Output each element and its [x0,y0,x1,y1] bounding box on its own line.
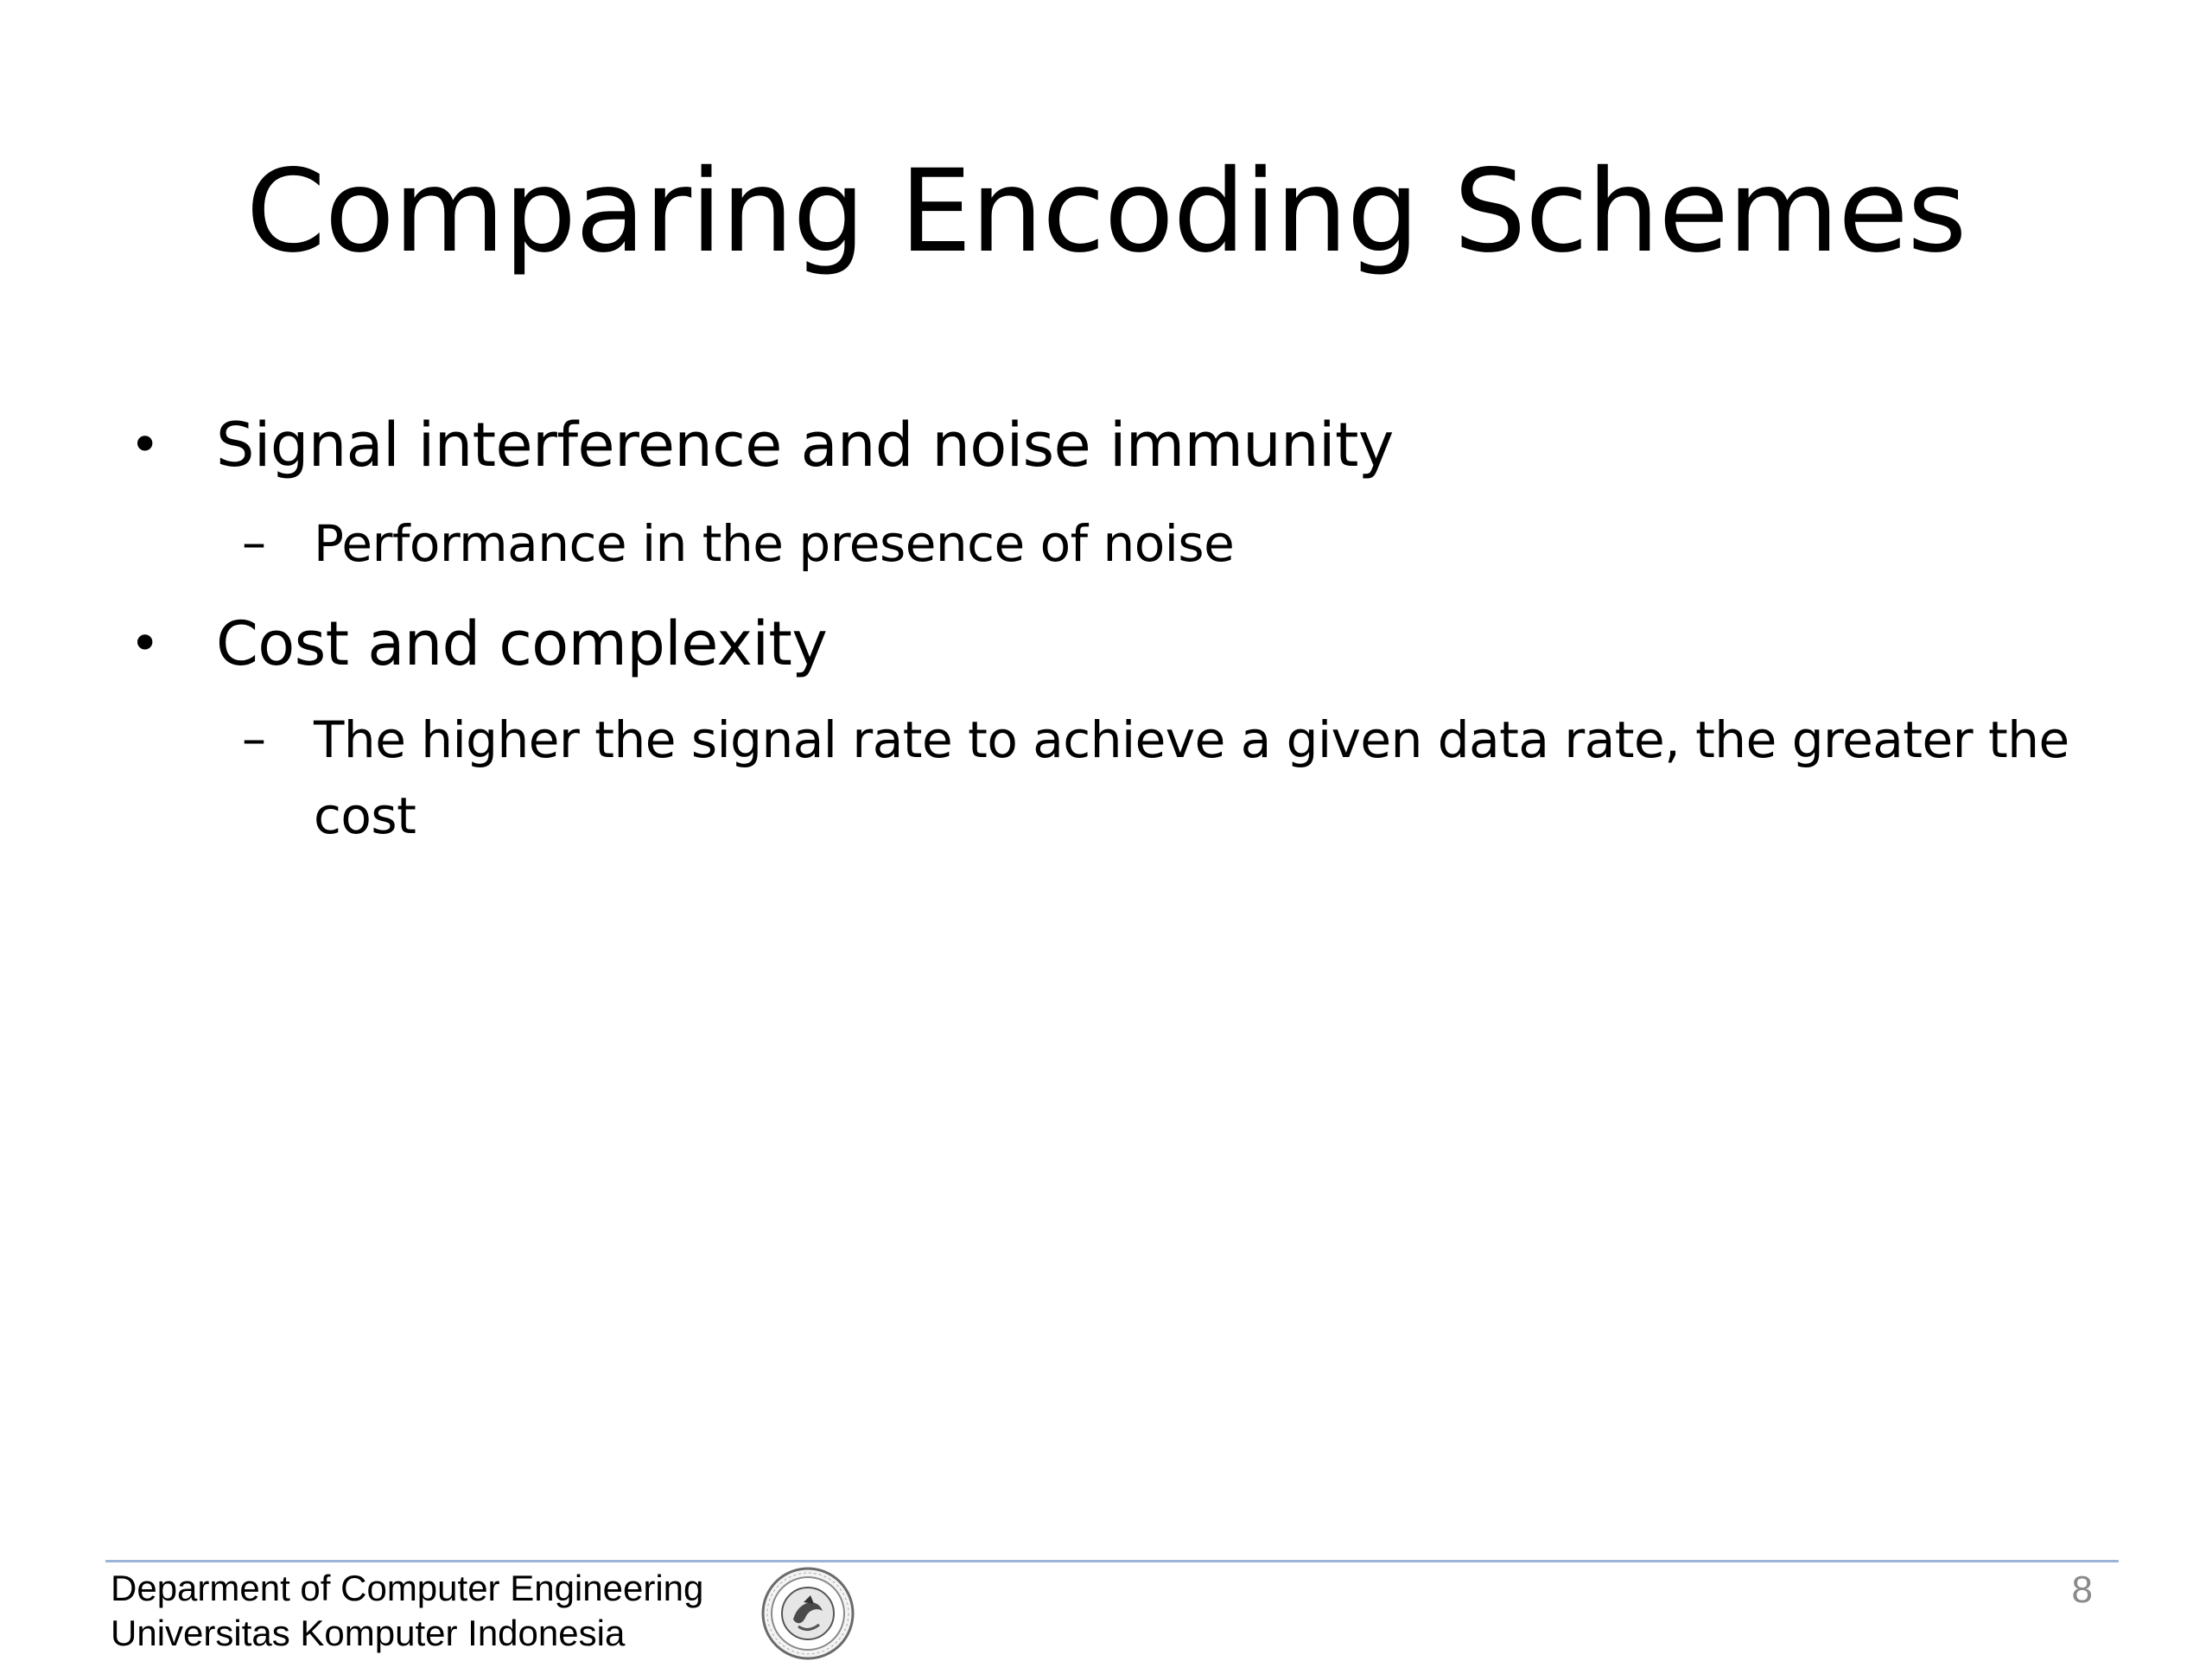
bullet-dot-icon: • [130,614,161,674]
footer-divider [105,1560,2119,1562]
footer-department: Deparment of Computer Engineering [111,1568,704,1608]
slide-title: Comparing Encoding Schemes [245,145,1967,278]
footer-affiliation [111,1566,703,1656]
bullet-dot-icon: • [130,415,161,475]
university-seal-icon [760,1566,855,1661]
sub-bullet-text: Performance in the presence of noise [314,514,1235,573]
bullet-text: Cost and complexity [216,608,828,679]
bullet-text: Signal interference and noise immunity [216,410,1394,480]
footer-university: Universitas Komputer Indonesia [111,1613,626,1653]
dash-icon: – [242,711,266,767]
sub-bullet-text: The higher the signal rate to achieve a given data rate, the greater the cost [314,710,2069,845]
page-number: 8 [2071,1569,2093,1611]
dash-icon: – [242,515,266,571]
